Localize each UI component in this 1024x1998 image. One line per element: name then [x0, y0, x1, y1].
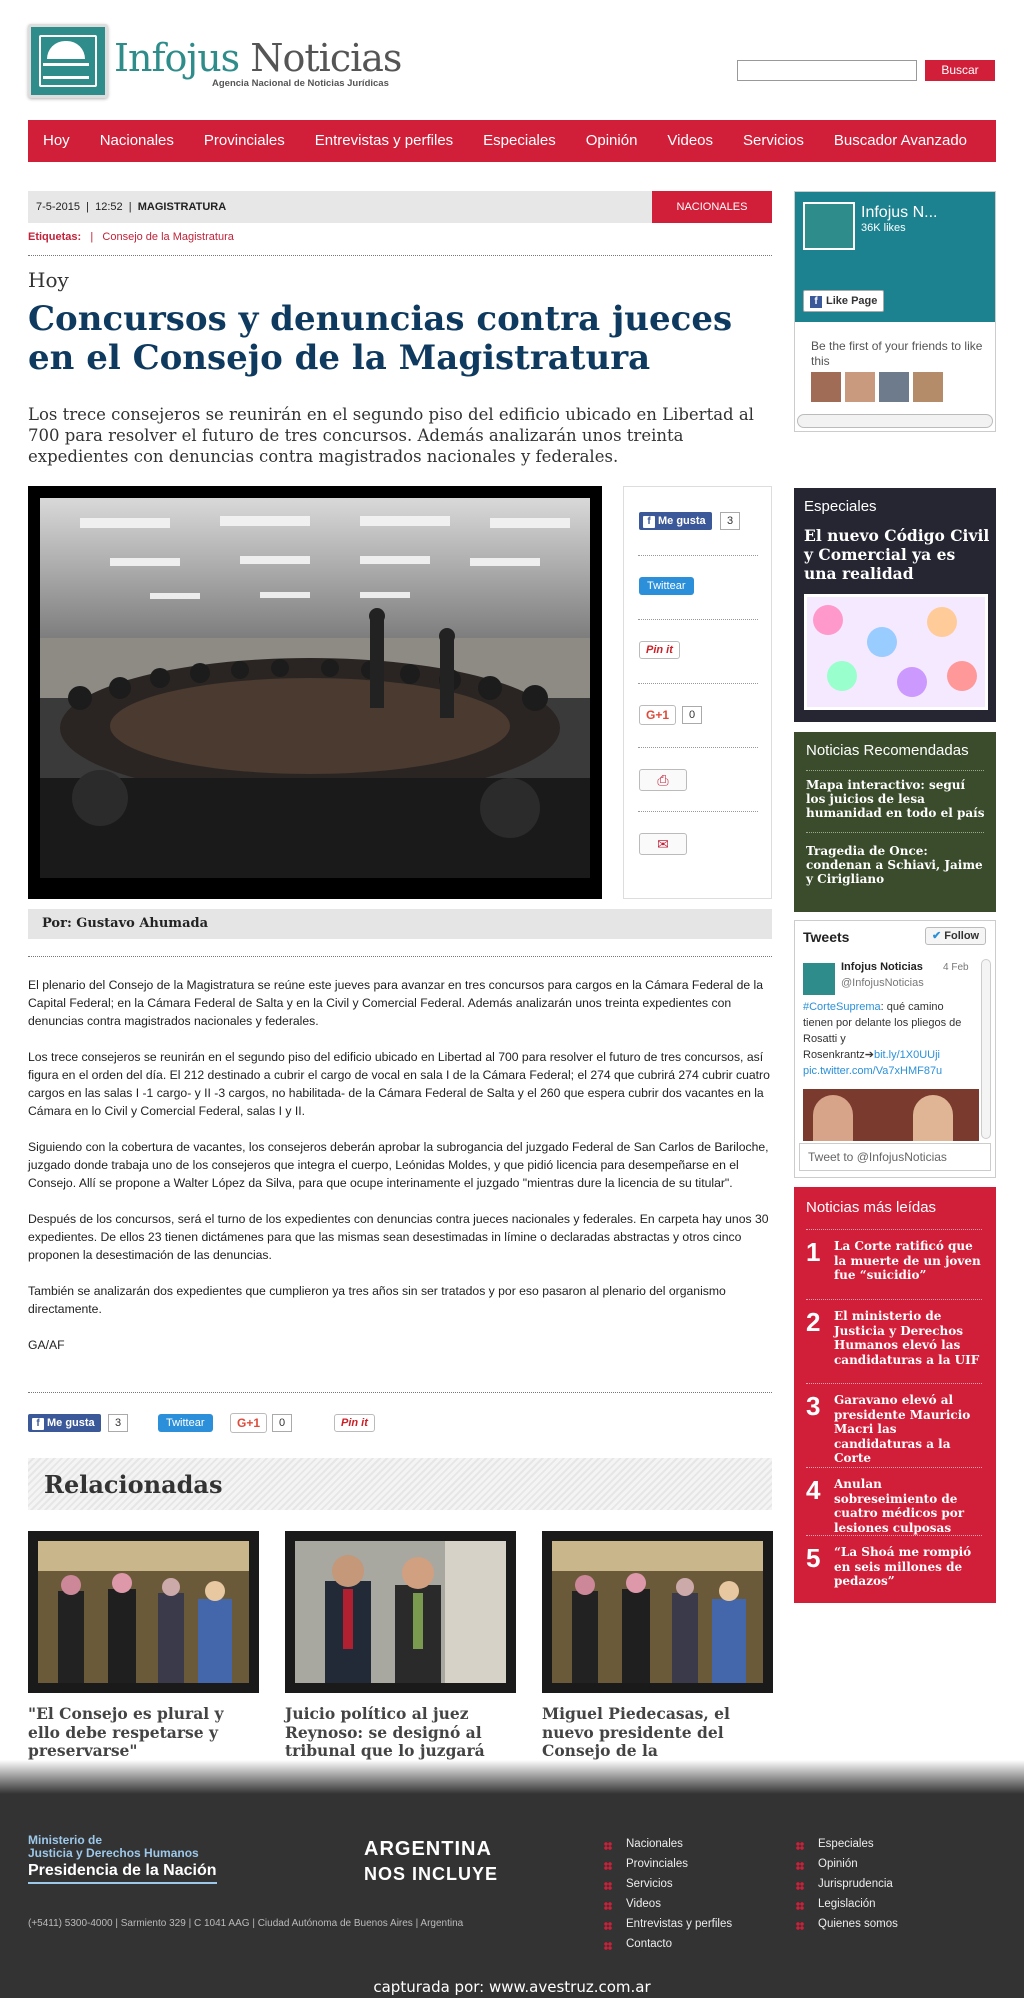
twitter-widget	[794, 920, 996, 1178]
facebook-page-name[interactable]: Infojus N...	[861, 204, 938, 221]
divider	[806, 770, 984, 771]
divider	[806, 1383, 982, 1384]
facebook-like-page-button[interactable]	[803, 290, 884, 312]
divider	[28, 255, 772, 256]
gplus-count: 0	[682, 706, 702, 724]
brand-infojus: Infojus	[114, 36, 240, 80]
twitter-follow-button[interactable]	[925, 927, 986, 945]
footer-link[interactable]: Videos	[604, 1898, 661, 1910]
rank-number: 5	[806, 1543, 821, 1573]
tweet-to-input[interactable]: Tweet to @InfojusNoticias	[799, 1143, 991, 1171]
especiales-label: Especiales	[804, 498, 877, 515]
related-thumbnail[interactable]	[542, 1531, 773, 1693]
facebook-page-widget	[794, 191, 996, 432]
footer-link[interactable]: Quienes somos	[796, 1918, 898, 1930]
print-button[interactable]	[639, 769, 687, 791]
divider	[28, 1392, 772, 1393]
divider	[806, 1299, 982, 1300]
related-title-link[interactable]: "El Consejo es plural y ello debe respetarse y preservarse"	[28, 1704, 224, 1760]
paragraph: También se analizarán dos expedientes que cumplieron ya tres años sin ser tratados y por eso pasaron al plenario del organismo directamente.	[28, 1284, 726, 1316]
site-brand[interactable]	[114, 36, 401, 80]
mas-leidas-label: Noticias más leídas	[806, 1199, 937, 1216]
paragraph: Después de los concursos, será el turno de los expedientes con denuncias contra jueces nacionales y federales. En carpeta hay unos 30 expedientes. De ellos 23 tienen dictámenes para que las mismas sean desestimadas in límine o declaradas abstractas y otros cinco proponen la desestimación de las denuncias.	[28, 1212, 769, 1262]
nav-entrevistas[interactable]: Entrevistas y perfiles	[314, 132, 454, 149]
footer-link[interactable]: Opinión	[796, 1858, 858, 1870]
article-photo	[28, 486, 602, 899]
ministerio-line: Justicia y Derechos Humanos	[28, 1846, 199, 1860]
illustration	[947, 661, 977, 691]
like-label: Me gusta	[658, 515, 706, 527]
recomendada-link[interactable]: Mapa interactivo: seguí los juicios de lesa humanidad en todo el país	[806, 778, 985, 820]
article-body	[28, 976, 772, 1372]
person-figure	[813, 1095, 853, 1141]
pinterest-button-bottom[interactable]: Pin it	[334, 1414, 375, 1432]
search-button[interactable]: Buscar	[925, 60, 995, 81]
article-date: 7-5-2015	[36, 201, 81, 213]
site-footer	[0, 1794, 1024, 1998]
rank-number: 1	[806, 1237, 821, 1267]
google-plus-button[interactable]: G+1	[639, 705, 676, 725]
related-photo-1	[38, 1541, 249, 1683]
site-subtitle: Agencia Nacional de Noticias Jurídicas	[212, 78, 389, 89]
signature: GA/AF	[28, 1338, 65, 1352]
main-nav	[28, 120, 996, 162]
avatar[interactable]	[845, 372, 875, 402]
recomendadas-box	[794, 732, 996, 912]
related-thumbnail[interactable]	[28, 1531, 259, 1693]
nav-hoy[interactable]: Hoy	[43, 132, 70, 149]
mas-leida-link[interactable]: El ministerio de Justicia y Derechos Humanos elevó las candidaturas a la UIF	[834, 1309, 980, 1367]
mail-icon: ✉	[657, 836, 669, 852]
article-headline: Concursos y denuncias contra jueces en el Consejo de la Magistratura	[28, 299, 733, 378]
divider	[638, 619, 758, 620]
horizontal-scrollbar[interactable]	[797, 414, 993, 428]
divider	[638, 683, 758, 684]
illustration	[927, 607, 957, 637]
facebook-friends-text: Be the first of your friends to like this	[811, 339, 983, 368]
article-category[interactable]: MAGISTRATURA	[137, 201, 227, 213]
tweet-pic-link[interactable]: pic.twitter.com/Va7xHMF87u	[803, 1065, 943, 1077]
tweet-date[interactable]: 4 Feb	[943, 962, 969, 973]
illustration	[897, 667, 927, 697]
tweet-body: : qué camino tienen por delante los pliegos de Rosatti y Rosenkrantz➔	[803, 1001, 962, 1061]
especiales-image[interactable]	[804, 594, 988, 710]
gplus-count-bottom: 0	[272, 1414, 292, 1432]
footer-link[interactable]: Legislación	[796, 1898, 876, 1910]
capture-credit: capturada por: www.avestruz.com.ar	[373, 1978, 651, 1996]
presidencia-logo[interactable]: Presidencia de la Nación	[28, 1862, 217, 1884]
footer-link[interactable]: Nacionales	[604, 1838, 683, 1850]
nav-buscador[interactable]: Buscador Avanzado	[833, 132, 968, 149]
ministerio-line: Ministerio de	[28, 1833, 103, 1847]
argentina-logo-sub[interactable]: NOS INCLUYE	[364, 1864, 499, 1884]
facebook-icon: f	[32, 1418, 44, 1430]
footer-link[interactable]: Jurisprudencia	[796, 1878, 893, 1890]
rank-number: 2	[806, 1307, 821, 1337]
search-input[interactable]	[737, 60, 917, 81]
article-kicker: Hoy	[28, 268, 69, 292]
avatar[interactable]	[913, 372, 943, 402]
tweet-handle[interactable]: @InfojusNoticias	[841, 977, 924, 989]
facebook-icon: f	[643, 516, 655, 528]
divider	[806, 1229, 982, 1230]
mas-leida-link[interactable]: Anulan sobreseimiento de cuatro médicos por lesiones culposas	[834, 1477, 965, 1535]
like-page-label: Like Page	[826, 295, 878, 307]
like-label: Me gusta	[47, 1417, 95, 1429]
paragraph: El plenario del Consejo de la Magistratura se reúne este jueves para avanzar en tres concursos para cargos en la Cámara Federal de la Capital Federal; en la Cámara Federal de Salta y en la Civil y Comercial Federal. Además analizarán unos treinta expedientes con denuncias contra magistrados nacionales y federales.	[28, 978, 764, 1028]
nav-servicios[interactable]: Servicios	[743, 132, 804, 149]
especiales-title[interactable]: El nuevo Código Civil y Comercial ya es una realidad	[804, 526, 990, 583]
email-button[interactable]	[639, 833, 687, 855]
ministerio-logo[interactable]	[28, 1834, 199, 1860]
tweet-avatar[interactable]	[803, 963, 835, 995]
facebook-like-button[interactable]	[639, 512, 712, 530]
mas-leidas-box	[794, 1187, 996, 1603]
argentina-logo[interactable]: ARGENTINA	[364, 1838, 492, 1860]
divider	[638, 555, 758, 556]
article-byline: Por: Gustavo Ahumada	[28, 909, 772, 939]
facebook-icon: f	[810, 296, 822, 308]
mas-leida-link[interactable]: Garavano elevó al presidente Mauricio Macri las candidaturas a la Corte	[834, 1393, 971, 1465]
like-count: 3	[720, 512, 740, 530]
divider	[806, 832, 984, 833]
footer-link[interactable]: Contacto	[604, 1938, 672, 1950]
recomendadas-label: Noticias Recomendadas	[806, 742, 969, 759]
footer-link[interactable]: Entrevistas y perfiles	[604, 1918, 732, 1930]
paragraph: Siguiendo con la cobertura de vacantes, los consejeros deberán aprobar la subrogancia del juzgado Federal de San Carlos de Bariloche, juzgado donde trabaja uno de los consejeros que integra el cuerpo, Leónidas Moldes, y que pidió licencia para desempeñarse en el Consejo. Allí se propone a Walter López da Silva, para que ocupe interinamente el juzgado "mientras dure la licencia de su titular".	[28, 1140, 769, 1190]
nav-especiales[interactable]: Especiales	[483, 132, 556, 149]
person-figure	[913, 1095, 953, 1141]
footer-link[interactable]: Servicios	[604, 1878, 673, 1890]
rank-number: 4	[806, 1475, 821, 1505]
paragraph: Los trece consejeros se reunirán en el segundo piso del edificio ubicado en Libertad al 700 para resolver el futuro de tres concursos, así figura en el orden del día. El 212 destinado a cubrir el cargo de vocal en sala I de la Cámara Federal; el 274 que cubrirá 274 cubrir cuatro cargos en las salas I -1 cargo- y II -3 cargos, no habilitada- de la Cámara Federal de Salta y el 260 que espera cubrir dos vacantes en la Cámara en lo Civil y Comercial Federal, salas I y II.	[28, 1050, 770, 1118]
related-thumbnail[interactable]	[285, 1531, 516, 1693]
share-sidebar	[623, 486, 772, 899]
related-title: Relacionadas	[44, 1470, 223, 1499]
tweet-text	[803, 999, 973, 1079]
illustration	[813, 605, 843, 635]
meeting-room-image	[40, 498, 590, 878]
follow-label: Follow	[944, 930, 980, 942]
nav-provinciales[interactable]: Provinciales	[203, 132, 285, 149]
mas-leida-link[interactable]: “La Shoá me rompió en seis millones de pedazos”	[834, 1545, 972, 1588]
divider	[638, 811, 758, 812]
tweets-scrollbar[interactable]	[981, 959, 991, 1139]
print-icon: ⎙	[657, 772, 669, 788]
tags-label: Etiquetas:	[28, 231, 82, 243]
avatar[interactable]	[879, 372, 909, 402]
twitter-bird-icon: ✔	[932, 930, 942, 942]
related-title-link[interactable]: Juicio político al juez Reynoso: se designó al tribunal que lo juzgará	[285, 1704, 485, 1760]
related-title-link[interactable]: Miguel Piedecasas, el nuevo presidente del Consejo de la	[542, 1704, 730, 1760]
like-count-bottom: 3	[108, 1414, 128, 1432]
divider	[806, 1467, 982, 1468]
footer-address: (+5411) 5300-4000 | Sarmiento 329 | C 1041 AAG | Ciudad Autónoma de Buenos Aires | Argentina	[28, 1918, 464, 1929]
nav-nacionales[interactable]: Nacionales	[99, 132, 174, 149]
tweet-hashtag[interactable]: #CorteSuprema	[803, 1001, 881, 1013]
site-logo[interactable]	[28, 24, 108, 98]
related-photo-3	[552, 1541, 763, 1683]
article-lead: Los trece consejeros se reunirán en el segundo piso del edificio ubicado en Libertad al 700 para resolver el futuro de tres concursos. Además analizarán unos treinta expedientes con denuncias contra magistrados nacionales y federales.	[28, 405, 754, 466]
tweet-link[interactable]: bit.ly/1X0UUji	[873, 1049, 940, 1061]
illustration	[827, 661, 857, 691]
divider	[806, 1535, 982, 1536]
twitter-share-button[interactable]: Twittear	[639, 577, 694, 595]
tweet-author[interactable]: Infojus Noticias	[841, 961, 923, 973]
facebook-cover[interactable]	[795, 192, 995, 322]
nav-videos[interactable]: Videos	[667, 132, 714, 149]
related-photo-2	[295, 1541, 506, 1683]
google-plus-button-bottom[interactable]: G+1	[230, 1413, 267, 1433]
especiales-box	[794, 488, 996, 722]
facebook-likes: 36K likes	[861, 222, 906, 234]
twitter-share-button-bottom[interactable]: Twittear	[158, 1414, 213, 1432]
divider	[638, 747, 758, 748]
article-meta-bar: 7-5-2015 | 12:52 | MAGISTRATURA	[28, 191, 772, 223]
tweets-label: Tweets	[803, 929, 850, 945]
tweet-image[interactable]	[803, 1089, 979, 1141]
avatar[interactable]	[811, 372, 841, 402]
mas-leida-link[interactable]: La Corte ratificó que la muerte de un joven fue “suicidio”	[834, 1239, 981, 1282]
section-badge[interactable]: NACIONALES	[652, 191, 772, 223]
footer-link[interactable]: Provinciales	[604, 1858, 688, 1870]
illustration	[867, 627, 897, 657]
brand-noticias: Noticias	[239, 36, 402, 80]
pinterest-button[interactable]: Pin it	[639, 641, 680, 659]
related-header	[28, 1458, 772, 1510]
article-time: 12:52	[95, 201, 123, 213]
logo-book-icon	[43, 63, 89, 79]
facebook-page-logo	[803, 202, 855, 250]
tags-row: Etiquetas: | Consejo de la Magistratura	[28, 231, 234, 243]
nav-opinion[interactable]: Opinión	[585, 132, 638, 149]
rank-number: 3	[806, 1391, 821, 1421]
facebook-like-button-bottom[interactable]	[28, 1414, 101, 1432]
tag-link[interactable]: Consejo de la Magistratura	[102, 231, 234, 243]
footer-shadow	[0, 1760, 1024, 1794]
recomendada-link[interactable]: Tragedia de Once: condenan a Schiavi, Jaime y Cirigliano	[806, 844, 983, 886]
divider	[28, 956, 772, 957]
footer-link[interactable]: Especiales	[796, 1838, 874, 1850]
